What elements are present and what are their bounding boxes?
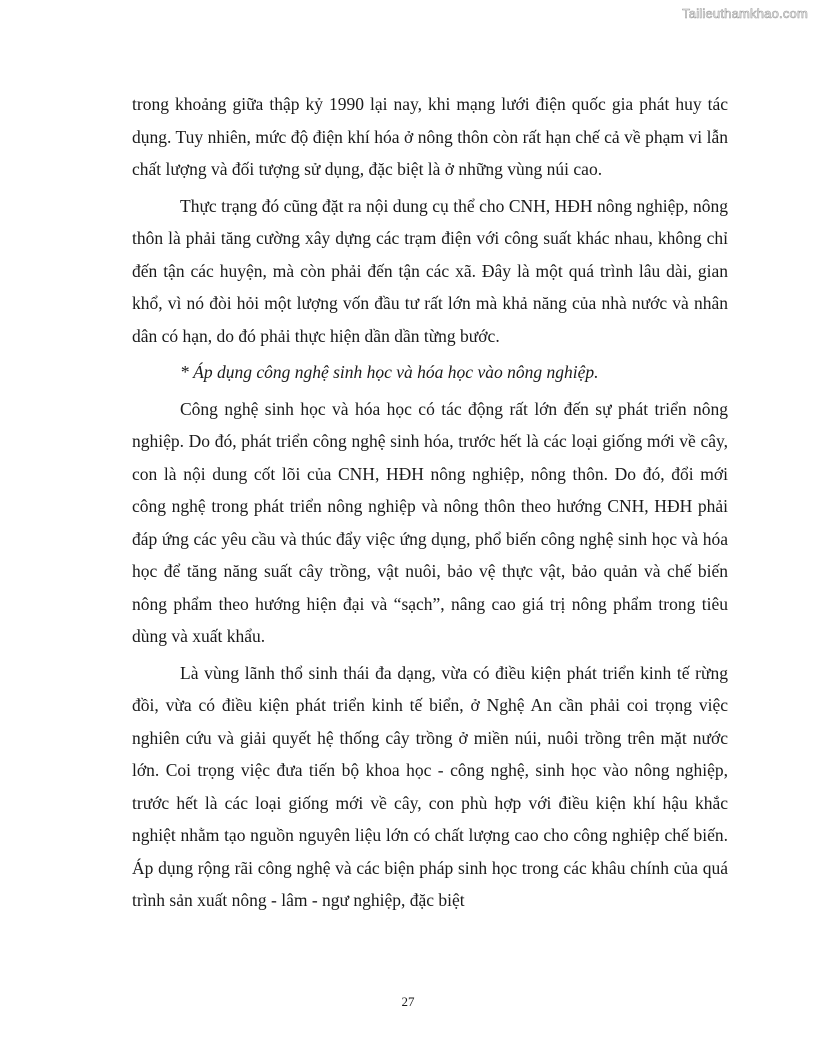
- section-heading: * Áp dụng công nghệ sinh học và hóa học vào nông nghiệp.: [180, 362, 599, 382]
- watermark-text: Tailieuthamkhao.com: [682, 6, 808, 21]
- paragraph-1: trong khoảng giữa thập kỷ 1990 lại nay, khi mạng lưới điện quốc gia phát huy tác dụng. Tuy nhiên, mức độ điện khí hóa ở nông thôn còn rất hạn chế cả về phạm vi lẫn chất lượng và đối tượng sử dụng, đặc biệt là ở những vùng núi cao.: [132, 94, 728, 179]
- page-number: 27: [401, 994, 415, 1009]
- paragraph-2: Thực trạng đó cũng đặt ra nội dung cụ thể cho CNH, HĐH nông nghiệp, nông thôn là phải tăng cường xây dựng các trạm điện với công suất khác nhau, không chỉ đến tận các huyện, mà còn phải đến tận các xã. Đây là một quá trình lâu dài, gian khổ, vì nó đòi hỏi một lượng vốn đầu tư rất lớn mà khả năng của nhà nước và nhân dân có hạn, do đó phải thực hiện dần dần từng bước.: [132, 195, 728, 346]
- paragraph-4: Là vùng lãnh thổ sinh thái đa dạng, vừa có điều kiện phát triển kinh tế rừng đồi, vừa có điều kiện phát triển kinh tế biển, ở Nghệ An cần phải coi trọng việc nghiên cứu và giải quyết hệ thống cây trồng ở miền núi, nuôi trồng trên mặt nước lớn. Coi trọng việc đưa tiến bộ khoa học - công nghệ, sinh học vào nông nghiệp, trước hết là các loại giống mới về cây, con phù hợp với điều kiện khí hậu khắc nghiệt nhằm tạo nguồn nguyên liệu lớn có chất lượng cao cho công nghiệp chế biến. Áp dụng rộng rãi công nghệ và các biện pháp sinh học trong các khâu chính của quá trình sản xuất nông - lâm - ngư nghiệp, đặc biệt: [132, 662, 728, 910]
- document-body: [132, 88, 728, 921]
- paragraph-3: Công nghệ sinh học và hóa học có tác động rất lớn đến sự phát triển nông nghiệp. Do đó, phát triển công nghệ sinh hóa, trước hết là các loại giống mới về cây, con là nội dung cốt lõi của CNH, HĐH nông nghiệp, nông thôn. Do đó, đổi mới công nghệ trong phát triển nông nghiệp và nông thôn theo hướng CNH, HĐH phải đáp ứng các yêu cầu và thúc đẩy việc ứng dụng, phổ biến công nghệ sinh học và hóa học để tăng năng suất cây trồng, vật nuôi, bảo vệ thực vật, bảo quản và chế biến nông phẩm theo hướng hiện đại và “sạch”, nâng cao giá trị nông phẩm trong tiêu dùng và xuất khẩu.: [132, 398, 728, 646]
